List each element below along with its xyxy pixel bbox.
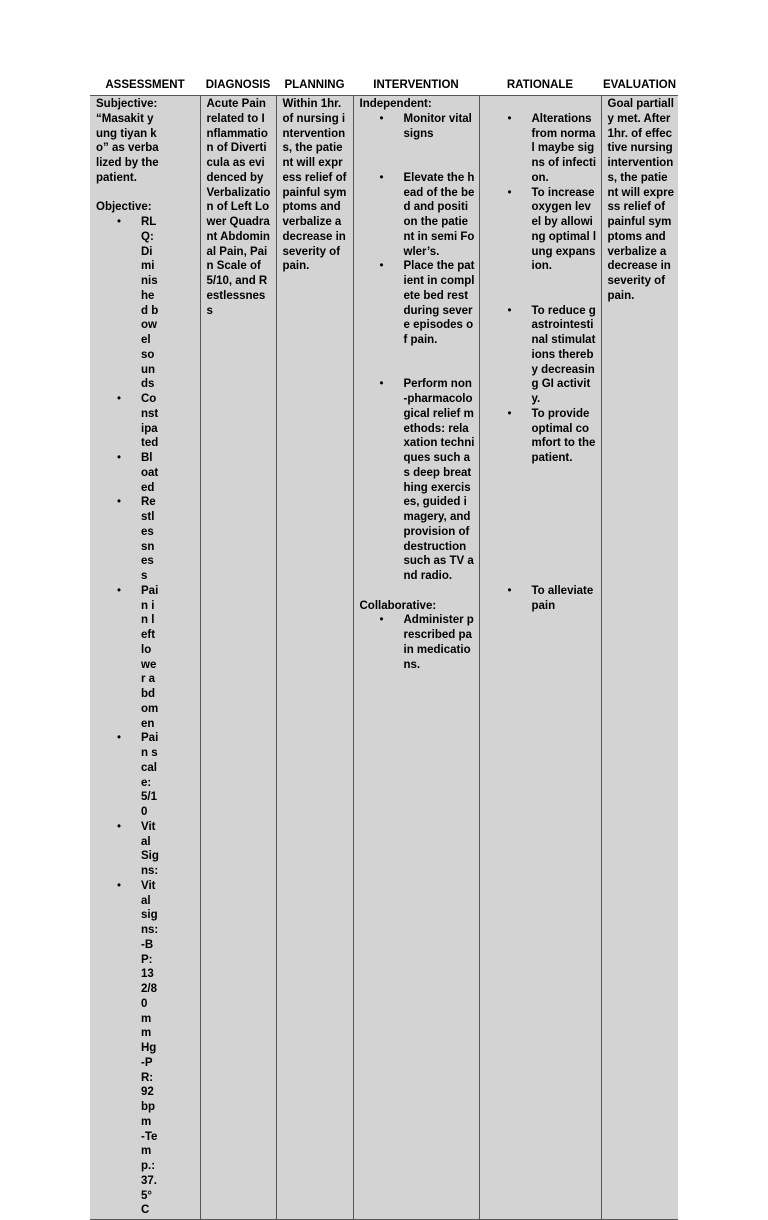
evaluation-cell	[601, 96, 678, 1220]
list-item: • To increase oxygen level by allowing optimal lung expansion.	[532, 186, 597, 275]
header-rationale: RATIONALE	[479, 77, 601, 96]
rationale-list-3	[532, 584, 597, 614]
assessment-cell	[90, 96, 200, 1220]
header-evaluation: EVALUATION	[601, 77, 678, 96]
list-item	[141, 879, 160, 1218]
vital-temp: -Temp.: 37.5°C	[141, 1130, 158, 1217]
independent-list-3	[404, 377, 475, 584]
planning-text: Within 1hr. of nursing interventions, the patient will express relief of painful symptoms and verbalize a decrease in severity of pain.	[282, 98, 347, 273]
header-diagnosis: DIAGNOSIS	[200, 77, 276, 96]
objective-list	[141, 215, 160, 1218]
list-item: • Constipated	[141, 392, 160, 451]
intervention-cell	[353, 96, 479, 1220]
collaborative-label: Collaborative:	[359, 599, 437, 612]
rationale-cell	[479, 96, 601, 1220]
list-item: • RLQ: Diminished bowel sounds	[141, 215, 160, 392]
planning-cell	[276, 96, 353, 1220]
header-row	[90, 77, 678, 96]
list-item: • Place the patient in complete bed rest during severe episodes of pain.	[404, 259, 475, 348]
subjective-text: “Masakit yung tiyan ko” as verbalized by the patient.	[96, 112, 159, 184]
header-assessment: ASSESSMENT	[90, 77, 200, 96]
independent-label: Independent:	[359, 98, 432, 110]
list-item: • Pain scale: 5/10	[141, 731, 160, 820]
header-intervention: INTERVENTION	[353, 77, 479, 96]
table-row	[90, 96, 678, 1220]
list-item: • Pain in left lower abdomen	[141, 584, 160, 732]
independent-list-2	[404, 171, 475, 348]
diagnosis-cell	[200, 96, 276, 1220]
subjective-label: Subjective:	[96, 98, 158, 110]
list-item: • To alleviate pain	[532, 584, 597, 614]
vital-bp: -BP: 132/80 mmHg	[141, 938, 157, 1054]
list-item: • Monitor vital signs	[404, 112, 475, 142]
list-item: • To provide optimal comfort to the patient.	[532, 407, 597, 466]
vital-signs-heading: • Vital signs:	[141, 879, 159, 936]
header-planning: PLANNING	[276, 77, 353, 96]
list-item: • Perform non-pharmacological relief methods: relaxation techniques such as deep breathing exercises, guided imagery, and provision of destruction such as TV and radio.	[404, 377, 475, 584]
evaluation-text: Goal partially met. After 1hr. of effective nursing interventions, the patient will express relief of painful symptoms and verbalize a decrease in severity of pain.	[607, 98, 674, 302]
list-item: • Administer prescribed pain medications.	[404, 613, 475, 672]
list-item: • Elevate the head of the bed and position the patient in semi Fowler’s.	[404, 171, 475, 260]
list-item: • Bloated	[141, 451, 160, 495]
rationale-list	[532, 112, 597, 274]
list-item: • Vital Signs:	[141, 820, 160, 879]
objective-label: Objective:	[96, 201, 152, 214]
list-item: • Restlessness	[141, 495, 160, 584]
diagnosis-text: Acute Pain related to Inflammation of Diverticula as evidenced by Verbalization of Left Lower Quadrant Abdominal Pain, Pain Scale of 5/10, and Restlessness	[206, 98, 271, 317]
collaborative-list	[404, 613, 475, 672]
independent-list	[404, 112, 475, 142]
nursing-care-plan-table	[90, 77, 678, 1220]
list-item: • Alterations from normal maybe signs of infection.	[532, 112, 597, 186]
rationale-list-2	[532, 304, 597, 466]
list-item: • To reduce gastrointestinal stimulations thereby decreasing GI activity.	[532, 304, 597, 407]
vital-pr: -PR:92 bpm	[141, 1056, 156, 1128]
